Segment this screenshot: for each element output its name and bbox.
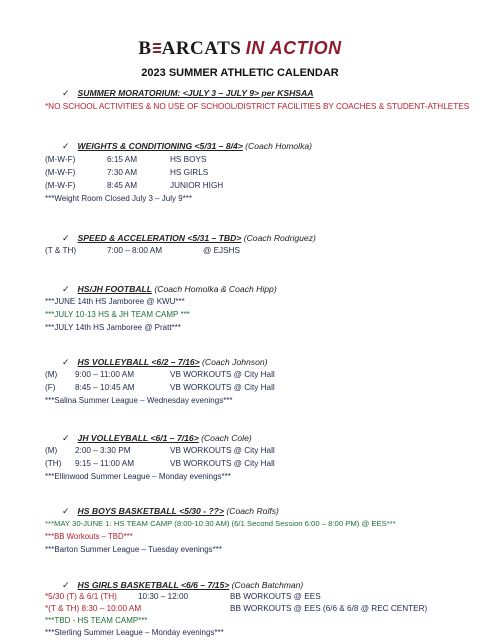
hs-volleyball-heading: ✓ HS VOLLEYBALL <6/2 – 7/16> (Coach Johnson) (62, 357, 268, 368)
weights-heading: ✓ WEIGHTS & CONDITIONING <5/31 – 8/4> (Coach Homolka) (62, 141, 313, 152)
girls-basketball-note: ***Sterling Summer League – Monday evenings*** (45, 628, 224, 637)
checkmark-icon: ✓ (62, 358, 70, 368)
boys-basketball-tbd: ***BB Workouts – TBD*** (45, 532, 133, 541)
page-title: 2023 SUMMER ATHLETIC CALENDAR (141, 67, 339, 79)
speed-heading: ✓ SPEED & ACCELERATION <5/31 – TBD> (Coach Rodriguez) (62, 233, 316, 244)
logo (0, 38, 480, 60)
football-heading: ✓ HS/JH FOOTBALL (Coach Homolka & Coach Hipp) (62, 284, 277, 295)
jh-volleyball-heading: ✓ JH VOLLEYBALL <6/1 – 7/16> (Coach Cole) (62, 433, 252, 444)
logo-in-action: IN ACTION (245, 38, 342, 58)
logo-b: B (138, 38, 152, 59)
checkmark-icon: ✓ (62, 234, 70, 244)
checkmark-icon: ✓ (62, 285, 70, 295)
football-note: ***JUNE 14th HS Jamboree @ KWU*** (45, 297, 185, 306)
girls-basketball-heading: ✓ HS GIRLS BASKETBALL <6/6 – 7/15> (Coach Batchman) (62, 580, 304, 591)
checkmark-icon: ✓ (62, 434, 70, 444)
jh-volleyball-note: ***Ellinwood Summer League – Monday evenings*** (45, 472, 231, 481)
claw-mark-icon (153, 41, 161, 55)
moratorium-note: *NO SCHOOL ACTIVITIES & NO USE OF SCHOOL/DISTRICT FACILITIES BY COACHES & STUDENT-ATHLETES (45, 102, 470, 111)
football-note: ***JULY 14th HS Jamboree @ Pratt*** (45, 323, 181, 332)
moratorium-heading: ✓ SUMMER MORATORIUM: <JULY 3 – JULY 9> per KSHSAA (62, 88, 314, 99)
checkmark-icon: ✓ (62, 89, 70, 99)
checkmark-icon: ✓ (62, 507, 70, 517)
weights-note: ***Weight Room Closed July 3 – July 9*** (45, 194, 193, 203)
checkmark-icon: ✓ (62, 581, 70, 591)
logo-arcats: ARCATS (161, 38, 242, 59)
boys-basketball-note: ***Barton Summer League – Tuesday evenings*** (45, 545, 222, 554)
football-note: ***JULY 10-13 HS & JH TEAM CAMP *** (45, 310, 190, 319)
girls-basketball-camp: ***TBD - HS TEAM CAMP*** (45, 616, 148, 625)
hs-volleyball-note: ***Salina Summer League – Wednesday evenings*** (45, 396, 233, 405)
boys-basketball-camp: ***MAY 30-JUNE 1: HS TEAM CAMP (8:00-10:30 AM) (6/1 Second Session 6:00 – 8:00 PM) @ EES*** (45, 519, 396, 528)
checkmark-icon: ✓ (62, 142, 70, 152)
boys-basketball-heading: ✓ HS BOYS BASKETBALL <5/30 - ??> (Coach Rolfs) (62, 506, 279, 517)
